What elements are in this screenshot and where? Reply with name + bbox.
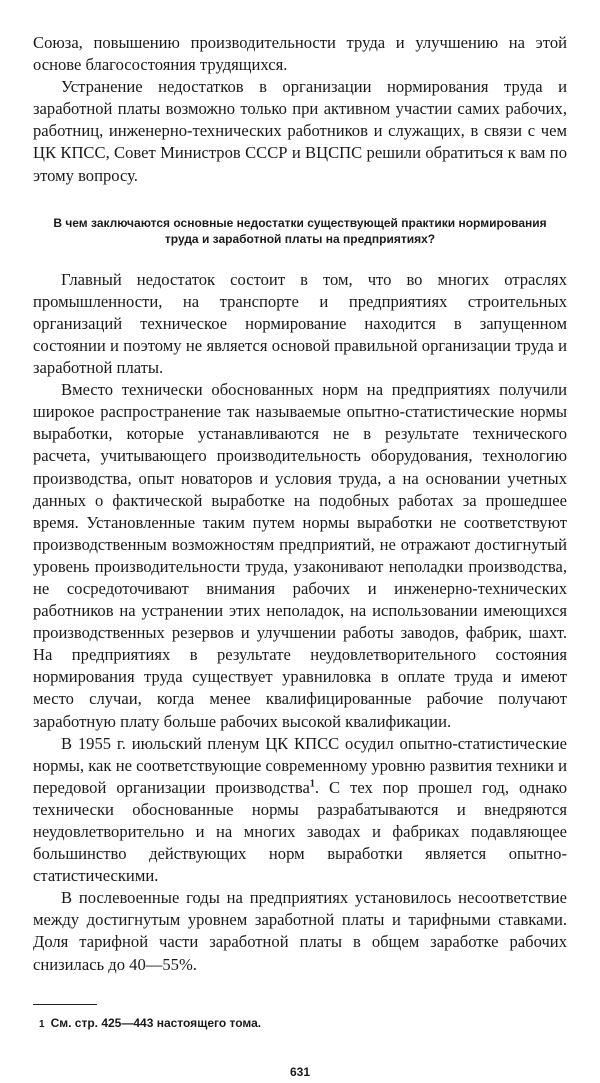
footnote-reference[interactable]: 1 [309, 778, 315, 790]
book-page [33, 32, 567, 1083]
paragraph-postwar-wages: В послевоенные годы на предприятиях установилось несоответствие между достигнутым уровнем заработной платы и тарифными ставками. Доля тарифной части заработной платы в общем заработке рабочих снизилась до 40—55%. [33, 888, 567, 974]
footnote [39, 1015, 567, 1033]
paragraph-continuation: Союза, повышению производительности труда и улучшению на этой основе благосостояния трудящихся. [33, 33, 567, 75]
footnote-marker: 1 [39, 1018, 45, 1030]
plenum-text-b: . С тех пор прошел год, однако технически обоснованные нормы разрабатываются и внедряются неудовлетворительно и на многих заводах и фабриках подавляющее большинство действующих норм выработки является опытно-статистическими. [33, 777, 568, 886]
paragraph-plenum-1955 [33, 733, 567, 888]
footnote-divider [33, 1004, 97, 1005]
page-number: 631 [289, 1064, 311, 1079]
paragraph-statistical-norms: Вместо технически обоснованных норм на предприятиях получили широкое распространение так называемые опытно-статистические нормы выработки, которые устанавливаются не в результате технического расчета, учитывающего производительность оборудования, технологию производства, опыт новаторов и условия труда, а на основании учетных данных о фактической выработке на подобных работах за прошедшее время. Установленные таким путем нормы выработки не соответствуют производственным возможностям предприятий, не отражают достигнутый уровень производительности труда, узаконивают неполадки производства, не сосредоточивают внимания рабочих и инженерно-технических работников на устранении этих неполадок, на использовании имеющихся производственных резервов и улучшении работы заводов, фабрик, шахт. На предприятиях в результате неудовлетворительного состояния нормирования труда существует уравниловка в оплате труда и имеют место случаи, когда менее квалифицированные рабочие получают заработную плату больше рабочих высокой квалификации. [33, 380, 567, 731]
plenum-text-a: В 1955 г. июльский пленум ЦК КПСС осудил опытно-статистические нормы, как не соответствующие современному уровню развития техники и передовой организации производства [33, 733, 567, 797]
footnote-text: См. стр. 425—443 настоящего тома. [50, 1015, 262, 1030]
paragraph-appeal: Устранение недостатков в организации нормирования труда и заработной платы возможно только при активном участии самих рабочих, работниц, инженерно-технических работников и служащих, в связи с чем ЦК КПСС, Совет Министров СССР и ВЦСПС решили обратиться к вам по этому вопросу. [33, 77, 567, 185]
section-question-heading: В чем заключаются основные недостатки существующей практики нормирования труда и заработной платы на предприятиях? [53, 215, 547, 246]
paragraph-main-shortcoming: Главный недостаток состоит в том, что во многих отраслях промышленности, на транспорте и предприятиях строительных организаций техническое нормирование находится в запущенном состоянии и поэтому не является основой правильной организации труда и заработной платы. [33, 269, 567, 378]
